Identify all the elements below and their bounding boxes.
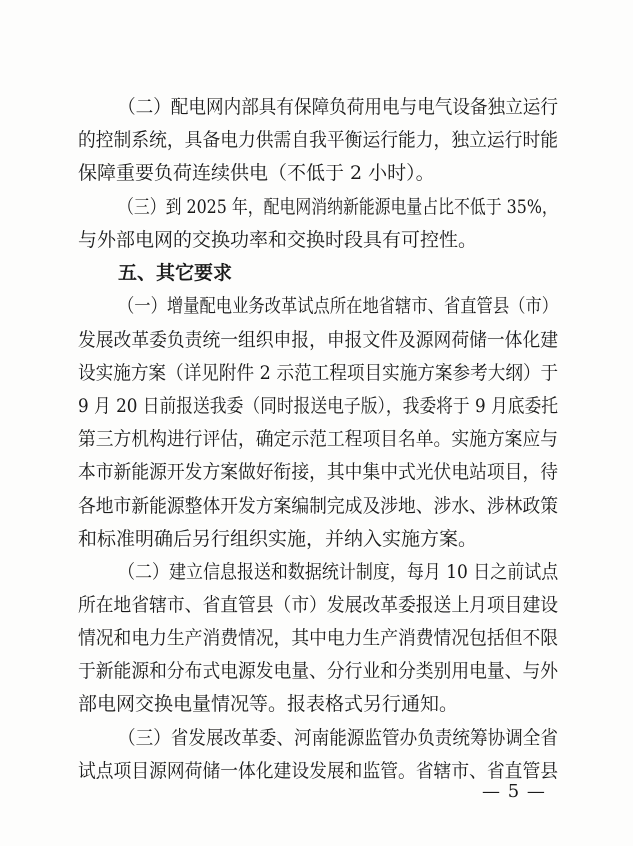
text-line: 各地市新能源整体开发方案编制完成及涉地、涉水、涉林政策 [78, 495, 559, 517]
text-line: （二）配电网内部具有保障负荷用电与电气设备独立运行 [118, 96, 559, 118]
text-line: （三）省发展改革委、河南能源监管办负责统筹协调全省 [118, 727, 559, 749]
page-number: — 5 — [482, 781, 546, 802]
text-line: 部电网交换电量情况等。报表格式另行通知。 [78, 693, 459, 715]
text-line: 保障重要负荷连续供电（不低于 2 小时）。 [78, 162, 435, 184]
text-line: 与外部电网的交换功率和交换时段具有可控性。 [78, 229, 478, 251]
text-line: 设实施方案（详见附件 2 示范工程项目实施方案参考大纲）于 [78, 362, 559, 384]
text-line: 本市新能源开发方案做好衔接，其中集中式光伏电站项目，待 [78, 461, 559, 483]
text-line: 9 月 20 日前报送我委（同时报送电子版），我委将于 9 月底委托 [78, 395, 559, 417]
text-line: 于新能源和分布式电源发电量、分行业和分类别用电量、与外 [78, 660, 559, 682]
text-line: 和标准明确后另行组织实施，并纳入实施方案。 [78, 528, 478, 550]
text-line: 发展改革委负责统一组织申报，申报文件及源网荷储一体化建 [78, 329, 559, 351]
text-line: 试点项目源网荷储一体化建设发展和监管。省辖市、省直管县 [78, 760, 559, 782]
text-line: 情况和电力生产消费情况，其中电力生产消费情况包括但不限 [78, 627, 559, 649]
text-line: （二）建立信息报送和数据统计制度，每月 10 日之前试点 [118, 561, 559, 583]
text-line: 的控制系统，具备电力供需自我平衡运行能力，独立运行时能 [78, 129, 559, 151]
text-line: 第三方机构进行评估，确定示范工程项目名单。实施方案应与 [78, 428, 559, 450]
text-line: 所在地省辖市、省直管县（市）发展改革委报送上月项目建设 [78, 594, 559, 616]
text-line: （三）到 2025 年，配电网消纳新能源电量占比不低于 35%， [118, 196, 558, 218]
section-heading: 五、其它要求 [118, 262, 233, 284]
text-line: （一）增量配电业务改革试点所在地省辖市、省直管县（市） [118, 295, 559, 317]
